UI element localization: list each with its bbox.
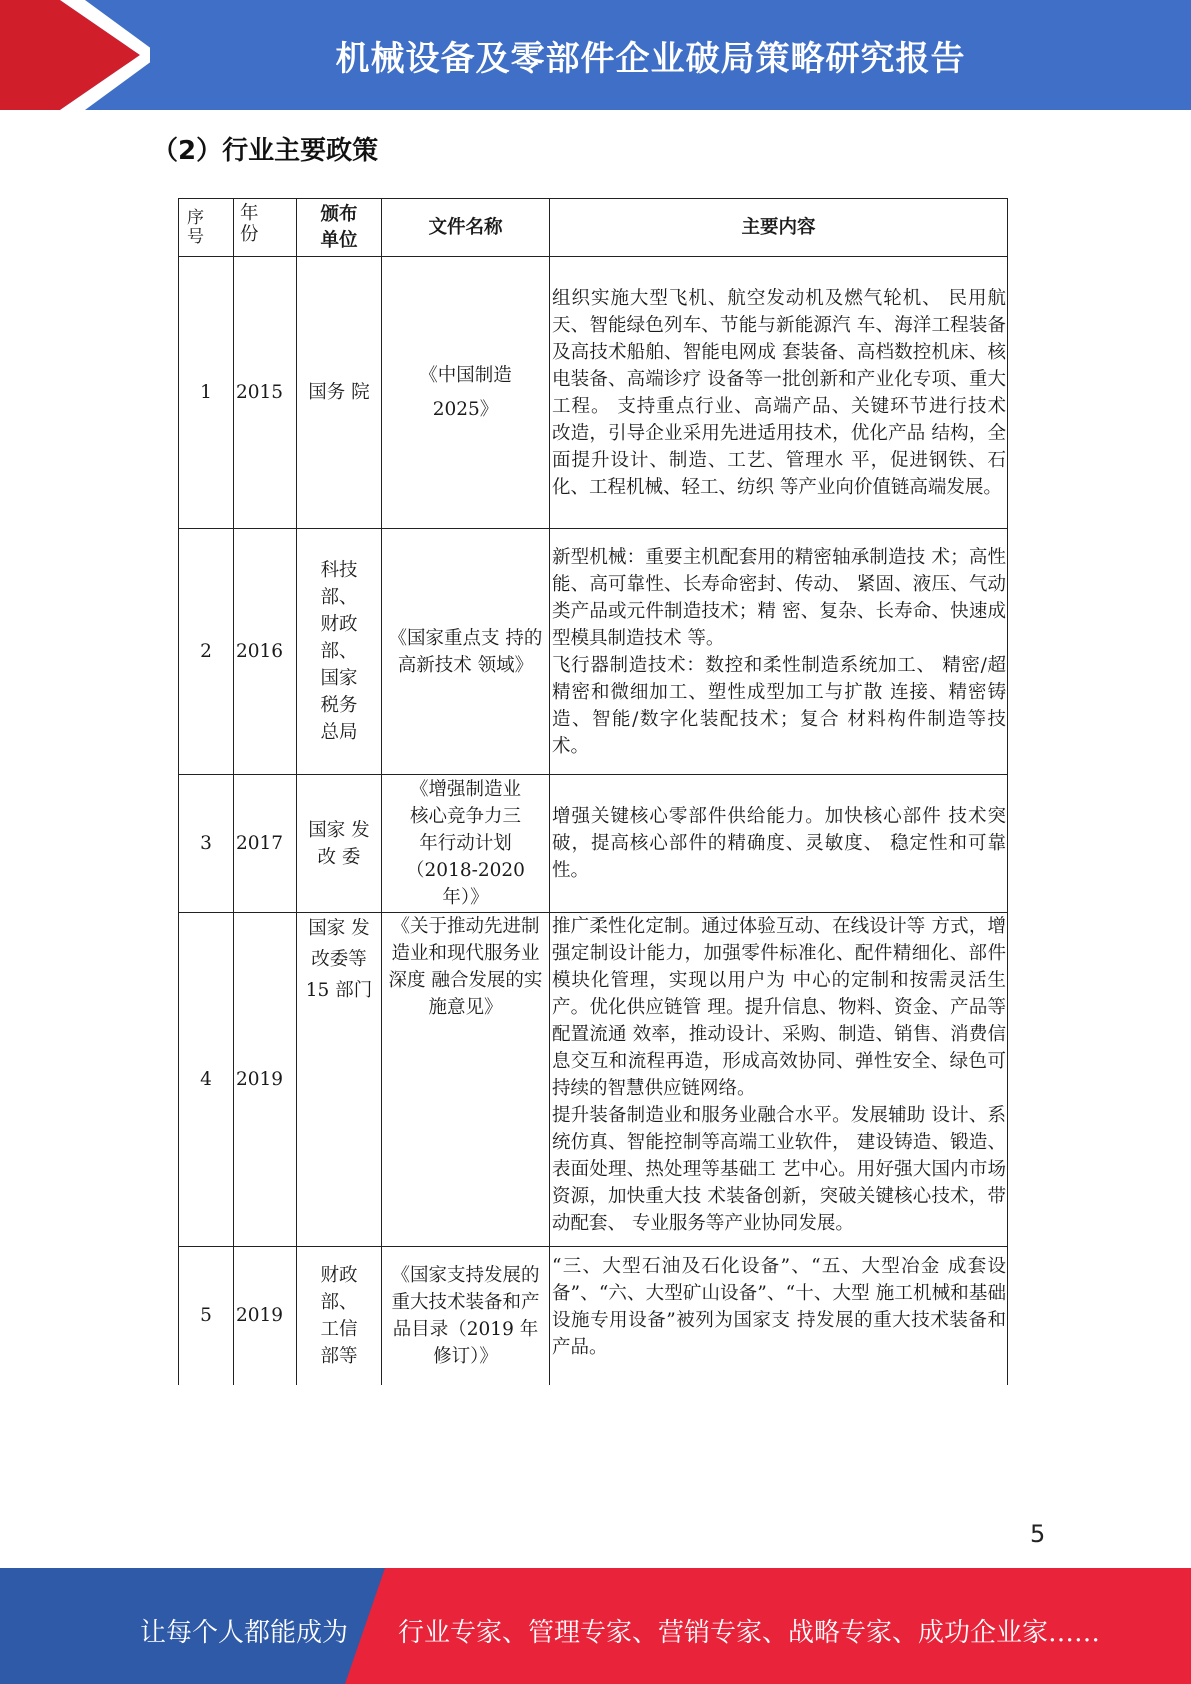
row-doc: 《国家支持发展的重大技术装备和产品目录（2019 年修订）》 <box>382 1247 550 1385</box>
page-number: 5 <box>1030 1520 1046 1548</box>
content-paragraph: 提升装备制造业和服务业融合水平。发展辅助 设计、系统仿真、智能控制等高端工业软件， 建设铸造、锻造、表面处理、热处理等基础工 艺中心。用好强大国内市场资源，加快重大技 术装备创新，突破关键核心技术，带动配套、 专业服务等产业协同发展。 <box>552 1105 1006 1234</box>
table-row <box>179 257 1008 529</box>
content-paragraph: “三、大型石油及石化设备”、“五、大型冶金 成套设备”、“六、大型矿山设备”、“十、大型 施工机械和基础设施专用设备”被列为国家支 持发展的重大技术装备和产品。 <box>552 1256 1006 1358</box>
row-year: 2015 <box>234 257 297 529</box>
header-num: 序号 <box>179 199 234 257</box>
footer-slogan-right: 行业专家、管理专家、营销专家、战略专家、成功企业家…… <box>398 1618 1101 1648</box>
row-num: 3 <box>179 775 234 913</box>
row-unit: 国家 发改委等 15 部门 <box>297 913 382 1247</box>
header-content: 主要内容 <box>550 199 1008 257</box>
row-year: 2017 <box>234 775 297 913</box>
row-num: 1 <box>179 257 234 529</box>
row-content <box>550 775 1008 913</box>
header-banner <box>0 0 1191 110</box>
row-unit: 国家 发改 委 <box>297 775 382 913</box>
row-num: 5 <box>179 1247 234 1385</box>
row-content <box>550 257 1008 529</box>
content-paragraph: 推广柔性化定制。通过体验互动、在线设计等 方式，增强定制设计能力，加强零件标准化、配件精细化、部件模块化管理，实现以用户为 中心的定制和按需灵活生产。优化供应链管 理。提升信息、物料、资金、产品等配置流通 效率，推动设计、采购、制造、销售、消费信 息交互和流程再造，形成高效协同、弹性安全、绿色可持续的智慧供应链网络。 <box>552 916 1006 1099</box>
row-num: 4 <box>179 913 234 1247</box>
row-year: 2019 <box>234 1247 297 1385</box>
policy-table <box>178 198 1008 1385</box>
table-row <box>179 529 1008 775</box>
table-header-row <box>179 199 1008 257</box>
content-paragraph: 增强关键核心零部件供给能力。加快核心部件 技术突破，提高核心部件的精确度、灵敏度、 稳定性和可靠性。 <box>552 806 1006 881</box>
row-doc: 《中国制造 2025》 <box>382 257 550 529</box>
row-unit: 科技部、财政部、国家税务总局 <box>297 529 382 775</box>
row-unit: 国务 院 <box>297 257 382 529</box>
table-row <box>179 913 1008 1247</box>
content-paragraph: 新型机械：重要主机配套用的精密轴承制造技 术；高性能、高可靠性、长寿命密封、传动、 紧固、液压、气动类产品或元件制造技术；精 密、复杂、长寿命、快速成型模具制造技术 等。 <box>552 546 1006 649</box>
header-unit: 颁布单位 <box>297 199 382 257</box>
row-num: 2 <box>179 529 234 775</box>
table-row <box>179 775 1008 913</box>
row-doc: 《国家重点支 持的高新技术 领域》 <box>382 529 550 775</box>
content-paragraph: 组织实施大型飞机、航空发动机及燃气轮机、 民用航天、智能绿色列车、节能与新能源汽 车、海洋工程装备及高技术船舶、智能电网成 套装备、高档数控机床、核电装备、高端诊疗 设备等一批创新和产业化专项、重大工程。 支持重点行业、高端产品、关键环节进行技术 改造，引导企业采用先进适用技术，优化产品 结构，全面提升设计、制造、工艺、管理水 平，促进钢铁、石化、工程机械、轻工、纺织 等产业向价值链高端发展。 <box>552 288 1006 498</box>
row-content <box>550 913 1008 1247</box>
report-title: 机械设备及零部件企业破局策略研究报告 <box>335 38 966 79</box>
section-title: （2）行业主要政策 <box>152 136 379 166</box>
header-year: 年份 <box>234 199 297 257</box>
row-content <box>550 1247 1008 1385</box>
table-row <box>179 1247 1008 1385</box>
footer-slogan-left: 让每个人都能成为 <box>140 1618 349 1648</box>
row-doc: 《增强制造业核心竞争力三年行动计划（2018-2020年）》 <box>382 775 550 913</box>
row-year: 2019 <box>234 913 297 1247</box>
content-paragraph: 飞行器制造技术：数控和柔性制造系统加工、 精密/超精密和微细加工、塑性成型加工与扩散 连接、精密铸造、智能/数字化装配技术；复合 材料构件制造等技术。 <box>552 654 1006 757</box>
row-unit: 财政部、工信部等 <box>297 1247 382 1385</box>
row-content <box>550 529 1008 775</box>
row-year: 2016 <box>234 529 297 775</box>
row-doc: 《关于推动先进制造业和现代服务业深度 融合发展的实 施意见》 <box>382 913 550 1247</box>
header-red-chevron <box>0 0 150 110</box>
header-doc: 文件名称 <box>382 199 550 257</box>
